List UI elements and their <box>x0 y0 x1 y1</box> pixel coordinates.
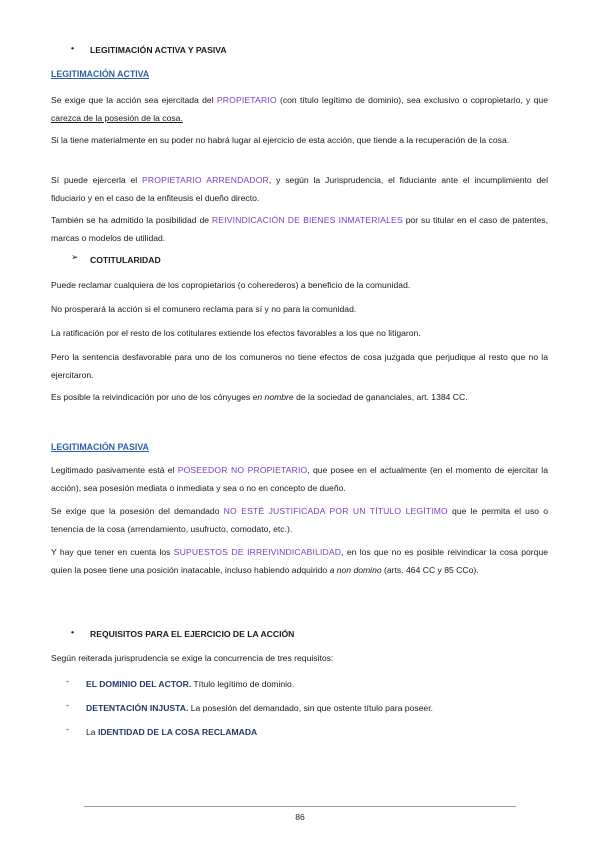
footer-divider <box>84 806 516 807</box>
dash-icon: - <box>66 700 69 710</box>
cotitularidad-paragraph-4: Pero la sentencia desfavorable para uno de los comuneros no tiene efectos de cosa juzgada que perjudique al resto que no la ejercitaron. <box>51 352 548 380</box>
activa-title <box>51 66 548 84</box>
bullet-icon: • <box>71 43 75 53</box>
activa-paragraph-3: Sí puede ejercerla el PROPIETARIO ARRENDADOR, y según la Jurisprudencia, el fiduciante ante el incumplimiento del fiduciario y en el caso de la enfiteusis el dueño directo. <box>51 175 548 203</box>
cotitularidad-paragraph-5: Es posible la reivindicación por uno de los cónyuges en nombre de la sociedad de gananciales, art. 1384 CC. <box>51 392 468 402</box>
bullet-icon: • <box>71 627 75 637</box>
requisito-item-3: La IDENTIDAD DE LA COSA RECLAMADA <box>86 727 258 737</box>
cotitularidad-heading: COTITULARIDAD <box>90 255 161 265</box>
arrow-bullet-icon: ➢ <box>71 252 79 262</box>
requisitos-heading: REQUISITOS PARA EL EJERCICIO DE LA ACCIÓN <box>90 629 295 639</box>
requisito-item-2: DETENTACIÓN INJUSTA. La posesión del demandado, sin que ostente título para poseer. <box>86 703 433 713</box>
pasiva-paragraph-2: Se exige que la posesión del demandado NO ESTÉ JUSTIFICADA POR UN TÍTULO LEGÍTIMO que le permita el uso o tenencia de la cosa (arrendamiento, usufructo, comodato, etc.). <box>51 506 548 534</box>
requisitos-intro: Según reiterada jurisprudencia se exige la concurrencia de tres requisitos: <box>51 653 334 663</box>
activa-title-text: LEGITIMACIÓN ACTIVA <box>51 69 150 79</box>
cotitularidad-paragraph-2: No prosperará la acción si el comunero reclama para sí y no para la comunidad. <box>51 304 357 314</box>
pasiva-paragraph-3: Y hay que tener en cuenta los SUPUESTOS DE IRREIVINDICABILIDAD, en los que no es posible reivindicar la cosa porque quien la posee tiene una posición inatacable, incluso habiendo adquirido a non domino (arts. 464 CC y 85 CCo). <box>51 547 548 575</box>
cotitularidad-paragraph-1: Puede reclamar cualquiera de los copropietarios (o coherederos) a beneficio de la comunidad. <box>51 280 411 290</box>
page-number: 86 <box>295 812 305 822</box>
dash-icon: - <box>66 676 69 686</box>
cotitularidad-paragraph-3: La ratificación por el resto de los cotitulares extiende los efectos favorables a los que no litigaron. <box>51 328 421 338</box>
pasiva-title <box>51 439 548 457</box>
section-heading-legitimacion: LEGITIMACIÓN ACTIVA Y PASIVA <box>90 45 227 55</box>
activa-paragraph-1: Se exige que la acción sea ejercitada del PROPIETARIO (con título legítimo de dominio), sea exclusivo o copropietario, y que carezca de la posesión de la cosa. <box>51 95 548 123</box>
pasiva-title-text: LEGITIMACIÓN PASIVA <box>51 442 149 452</box>
dash-icon: - <box>66 724 69 734</box>
requisito-item-1: EL DOMINIO DEL ACTOR. Título legítimo de dominio. <box>86 679 295 689</box>
activa-paragraph-2: Si la tiene materialmente en su poder no habrá lugar al ejercicio de esta acción, que tiende a la recuperación de la cosa. <box>51 135 510 145</box>
activa-paragraph-4: También se ha admitido la posibilidad de REIVINDICACIÓN DE BIENES INMATERIALES por su titular en el caso de patentes, marcas o modelos de utilidad. <box>51 215 548 243</box>
pasiva-paragraph-1: Legitimado pasivamente está el POSEEDOR NO PROPIETARIO, que posee en el actualmente (en el momento de ejercitar la acción), sea posesión mediata o inmediata y sea o no en concepto de dueño. <box>51 465 548 493</box>
